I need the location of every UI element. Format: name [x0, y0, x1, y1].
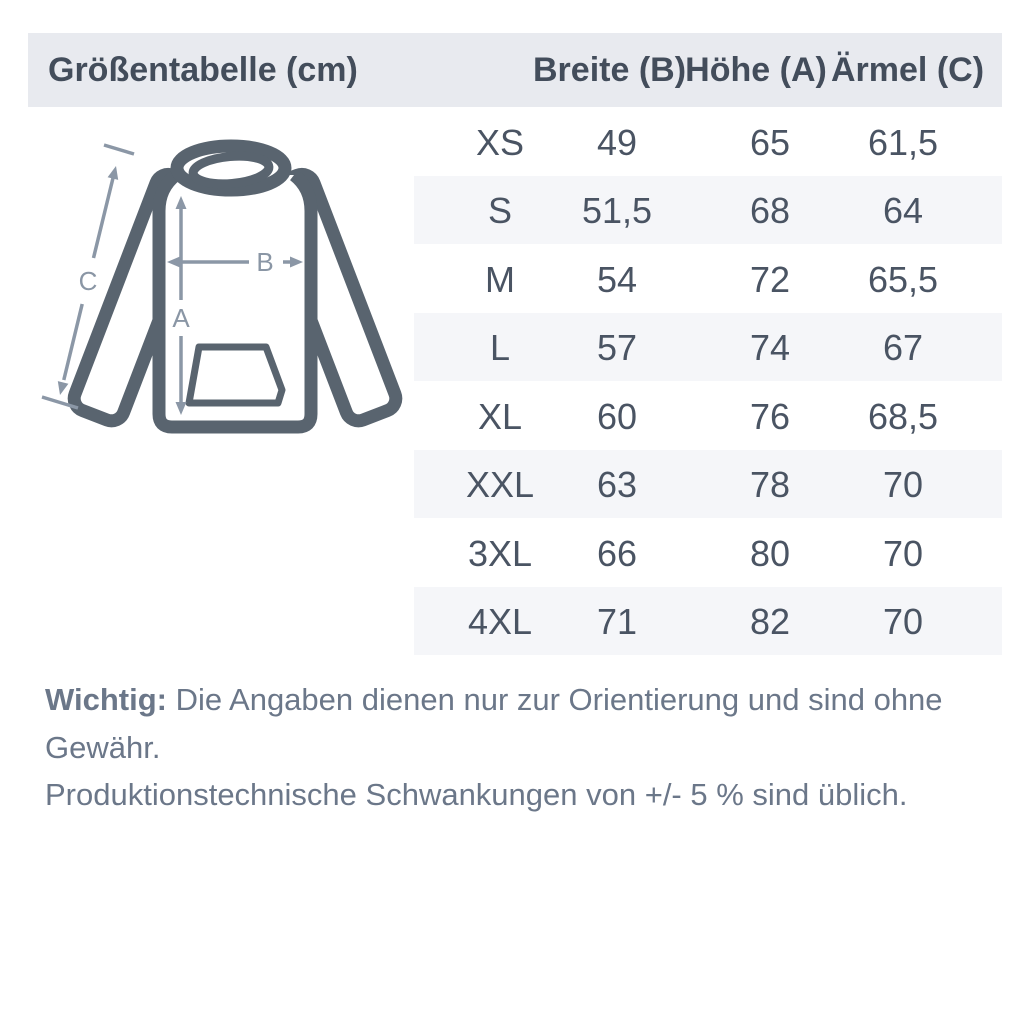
table-row-l: [414, 313, 1002, 382]
table-row-xs: [414, 107, 1002, 176]
table-header: [28, 33, 1002, 107]
hoehe-value: 82: [749, 601, 791, 643]
size-label: XXL: [465, 464, 535, 506]
size-table: [414, 107, 1002, 655]
hoehe-value: 78: [749, 464, 791, 506]
hoehe-value: 65: [749, 121, 791, 163]
breite-value: 54: [596, 258, 638, 300]
size-label: XL: [477, 395, 523, 437]
breite-value: 57: [596, 327, 638, 369]
table-row-xxl: [414, 450, 1002, 519]
hoehe-value: 72: [749, 258, 791, 300]
column-header-hoehe: Höhe (A): [685, 51, 827, 89]
table-row-xl: [414, 381, 1002, 450]
breite-value: 60: [596, 395, 638, 437]
hoodie-measurement-diagram: [30, 118, 410, 463]
breite-value: 51,5: [581, 190, 653, 232]
hoehe-value: 80: [749, 532, 791, 574]
breite-value: 63: [596, 464, 638, 506]
disclaimer-line1: Die Angaben dienen nur zur Orientierung und sind ohne Gewähr.: [45, 682, 943, 765]
arrow-c-bottom-head: [58, 381, 69, 395]
breite-value: 71: [596, 601, 638, 643]
aermel-value: 65,5: [867, 258, 939, 300]
aermel-value: 68,5: [867, 395, 939, 437]
disclaimer-text: [45, 676, 995, 819]
table-row-3xl: [414, 518, 1002, 587]
arrow-c-top-tick: [104, 145, 134, 154]
disclaimer-label: Wichtig:: [45, 682, 167, 717]
hoehe-value: 74: [749, 327, 791, 369]
aermel-value: 70: [882, 601, 924, 643]
label-b: B: [256, 247, 274, 277]
pocket: [189, 347, 282, 403]
size-label: 4XL: [467, 601, 533, 643]
size-label: 3XL: [467, 532, 533, 574]
table-row-m: [414, 244, 1002, 313]
aermel-value: 70: [882, 532, 924, 574]
hood-inner: [192, 153, 270, 187]
aermel-value: 70: [882, 464, 924, 506]
column-header-breite: Breite (B): [533, 51, 687, 89]
breite-value: 49: [596, 121, 638, 163]
size-label: L: [489, 327, 511, 369]
label-c: C: [78, 266, 98, 296]
hoehe-value: 68: [749, 190, 791, 232]
table-row-s: [414, 176, 1002, 245]
size-label: S: [487, 190, 512, 232]
hoehe-value: 76: [749, 395, 791, 437]
size-label: XS: [475, 121, 525, 163]
label-a: A: [172, 303, 190, 333]
aermel-value: 67: [882, 327, 924, 369]
table-row-4xl: [414, 587, 1002, 656]
aermel-value: 61,5: [867, 121, 939, 163]
aermel-value: 64: [882, 190, 924, 232]
breite-value: 66: [596, 532, 638, 574]
size-label: M: [485, 258, 515, 300]
disclaimer-line2: Produktionstechnische Schwankungen von +/- 5 % sind üblich.: [45, 777, 908, 812]
page-title: Größentabelle (cm): [48, 51, 358, 89]
column-header-aermel: Ärmel (C): [831, 51, 985, 89]
